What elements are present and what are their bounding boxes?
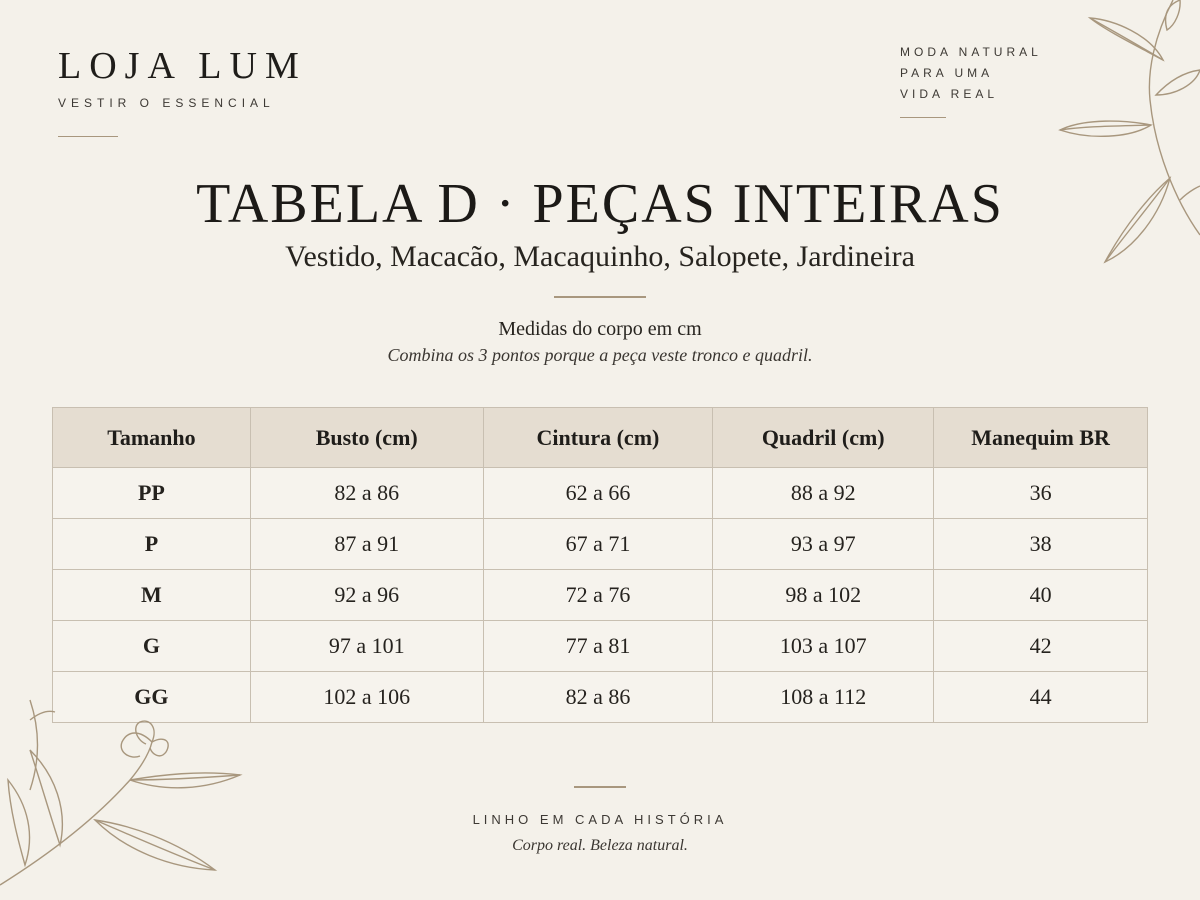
footer-line: LINHO EM CADA HISTÓRIA (472, 812, 728, 827)
measurement-label: Medidas do corpo em cm (498, 318, 702, 340)
brand-tagline: VESTIR O ESSENCIAL (58, 96, 275, 110)
brand-block (58, 44, 307, 137)
quadril-cell: 108 a 112 (713, 672, 934, 723)
busto-cell: 87 a 91 (250, 519, 483, 570)
brand-divider (58, 136, 118, 137)
table-row (53, 519, 1148, 570)
busto-cell: 102 a 106 (250, 672, 483, 723)
size-cell: M (53, 570, 251, 621)
busto-cell: 82 a 86 (250, 468, 483, 519)
size-cell: PP (53, 468, 251, 519)
motto-line: PARA UMA (900, 66, 994, 80)
manequim-cell: 44 (934, 672, 1148, 723)
header-manequim: Manequim BR (934, 408, 1148, 468)
cintura-cell: 67 a 71 (483, 519, 713, 570)
size-cell: P (53, 519, 251, 570)
quadril-cell: 93 a 97 (713, 519, 934, 570)
motto-line: MODA NATURAL (900, 45, 1042, 59)
footer-block (0, 786, 1200, 855)
title-divider (554, 296, 646, 298)
footer-slogan: Corpo real. Beleza natural. (512, 837, 688, 854)
cintura-cell: 77 a 81 (483, 621, 713, 672)
quadril-cell: 88 a 92 (713, 468, 934, 519)
header-tamanho: Tamanho (53, 408, 251, 468)
size-table (52, 407, 1148, 723)
footer-divider (574, 786, 626, 788)
manequim-cell: 36 (934, 468, 1148, 519)
header-cintura: Cintura (cm) (483, 408, 713, 468)
manequim-cell: 42 (934, 621, 1148, 672)
measurement-note: Combina os 3 pontos porque a peça veste tronco e quadril. (387, 345, 813, 365)
header-busto: Busto (cm) (250, 408, 483, 468)
quadril-cell: 103 a 107 (713, 621, 934, 672)
busto-cell: 92 a 96 (250, 570, 483, 621)
cintura-cell: 72 a 76 (483, 570, 713, 621)
manequim-cell: 38 (934, 519, 1148, 570)
table-row (53, 570, 1148, 621)
motto-divider (900, 117, 946, 118)
title-block (0, 168, 1200, 366)
manequim-cell: 40 (934, 570, 1148, 621)
page-title: TABELA D · PEÇAS INTEIRAS (196, 173, 1004, 235)
busto-cell: 97 a 101 (250, 621, 483, 672)
size-cell: GG (53, 672, 251, 723)
size-cell: G (53, 621, 251, 672)
motto-line: VIDA REAL (900, 87, 999, 101)
table-row (53, 621, 1148, 672)
brand-name: LOJA LUM (58, 45, 307, 87)
table-row (53, 468, 1148, 519)
cintura-cell: 62 a 66 (483, 468, 713, 519)
table-header-row (53, 408, 1148, 468)
header-quadril: Quadril (cm) (713, 408, 934, 468)
cintura-cell: 82 a 86 (483, 672, 713, 723)
page-subtitle: Vestido, Macacão, Macaquinho, Salopete, Jardineira (285, 240, 915, 273)
quadril-cell: 98 a 102 (713, 570, 934, 621)
